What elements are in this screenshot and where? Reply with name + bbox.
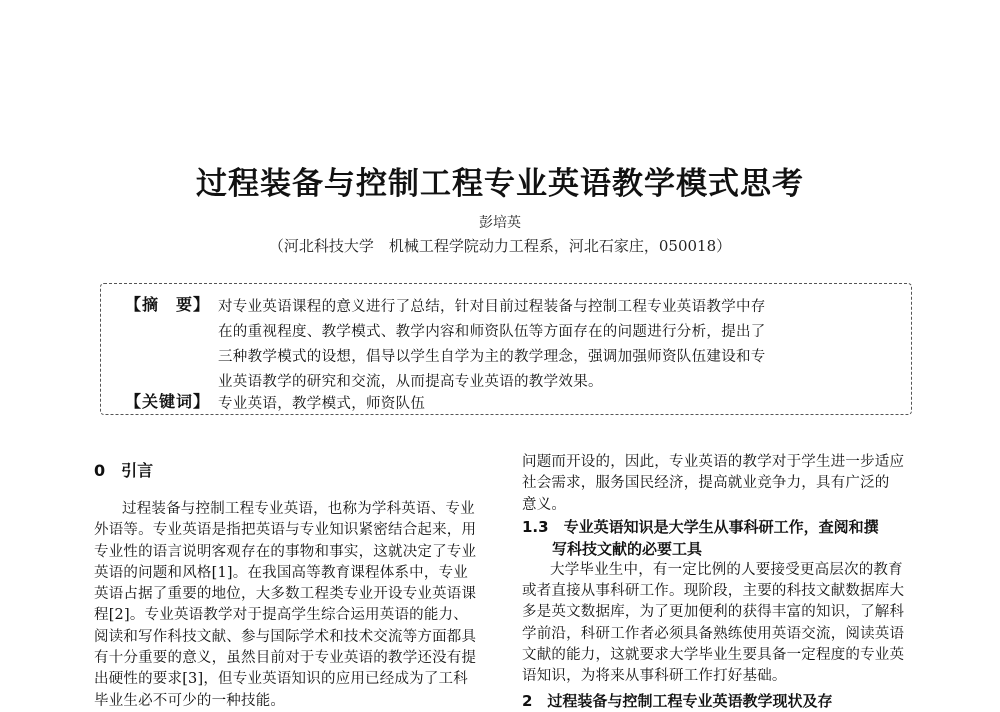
body-line: 社会需求，服务国民经济，提高就业竞争力，具有广泛的	[522, 475, 890, 492]
abstract-line: 业英语教学的研究和交流，从而提高专业英语的教学效果。	[218, 374, 603, 390]
affiliation: （河北科技大学 机械工程学院动力工程系，河北石家庄，050018）	[268, 237, 732, 255]
abstract-line: 在的重视程度、教学模式、教学内容和师资队伍等方面存在的问题进行分析，提出了	[218, 324, 766, 340]
body-line: 出硬性的要求[3]，但专业英语知识的应用已经成为了工科	[94, 671, 468, 688]
body-line: 文献的能力，这就要求大学毕业生要具备一定程度的专业英	[522, 647, 905, 664]
body-line: 有十分重要的意义，虽然目前对于专业英语的教学还没有提	[94, 650, 477, 667]
author-name: 彭培英	[479, 215, 521, 231]
body-line: 英语的问题和风格[1]。在我国高等教育课程体系中，专业	[94, 564, 468, 581]
section-heading-introduction: 0 引言	[94, 461, 154, 480]
body-line: 多是英文数据库，为了更加便利的获得丰富的知识，了解科	[522, 604, 905, 621]
abstract-line: 三种教学模式的设想，倡导以学生自学为主的教学理念，强调加强师资队伍建设和专	[218, 349, 766, 365]
body-line: 或者直接从事科研工作。现阶段，主要的科技文献数据库大	[522, 583, 905, 600]
body-line: 学前沿，科研工作者必须具备熟练使用英语交流，阅读英语	[522, 625, 905, 642]
subsection-heading-1-3: 1.3 专业英语知识是大学生从事科研工作，查阅和撰	[522, 517, 879, 536]
keywords-text: 专业英语，教学模式，师资队伍	[218, 396, 426, 412]
left-column	[94, 458, 494, 712]
subsection-heading-1-3-cont: 写科技文献的必要工具	[552, 539, 703, 558]
abstract-line: 对专业英语课程的意义进行了总结，针对目前过程装备与控制工程专业英语教学中存	[218, 299, 766, 315]
body-line: 程[2]。专业英语教学对于提高学生综合运用英语的能力、	[94, 607, 468, 624]
body-line: 阅读和写作科技文献、参与国际学术和技术交流等方面都具	[94, 628, 477, 645]
keywords-label: 【关键词】	[125, 392, 211, 411]
paper-title: 过程装备与控制工程专业英语教学模式思考	[196, 166, 804, 202]
body-line: 外语等。专业英语是指把英语与专业知识紧密结合起来，用	[94, 522, 477, 539]
body-line: 专业性的语言说明客观存在的事物和事实，这就决定了专业	[94, 543, 477, 560]
body-line: 毕业生必不可少的一种技能。	[94, 692, 286, 709]
body-line: 语知识，为将来从事科研工作打好基础。	[522, 668, 787, 685]
body-line: 问题而开设的，因此，专业英语的教学对于学生进一步适应	[522, 454, 905, 470]
right-column	[522, 452, 922, 688]
body-line: 大学毕业生中，有一定比例的人要接受更高层次的教育	[550, 561, 903, 578]
abstract-label: 【摘 要】	[125, 295, 211, 314]
section-heading-2-cutoff: 2 过程装备与控制工程专业英语教学现状及存	[522, 692, 833, 710]
body-line: 过程装备与控制工程专业英语，也称为学科英语、专业	[122, 501, 475, 517]
body-line: 意义。	[522, 496, 567, 513]
body-line: 英语占据了重要的地位，大多数工程类专业开设专业英语课	[94, 586, 477, 603]
